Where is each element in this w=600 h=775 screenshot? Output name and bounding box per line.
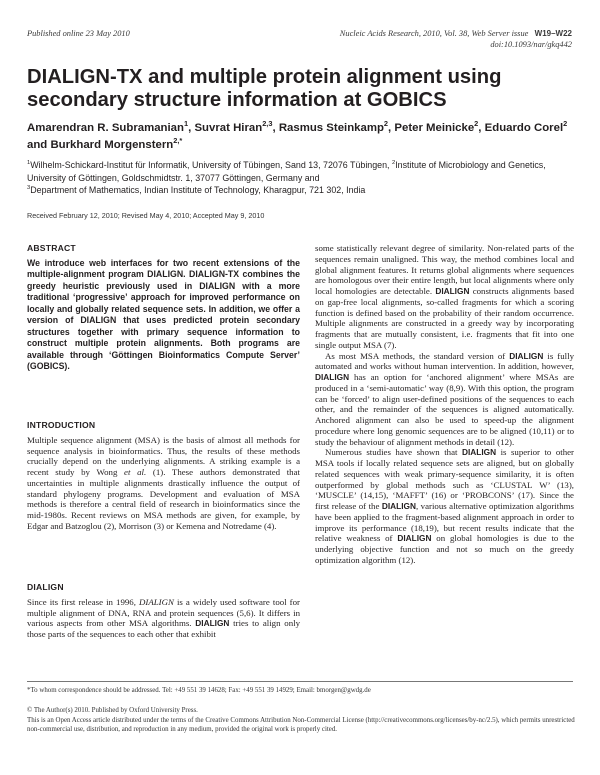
received-dates: Received February 12, 2010; Revised May 4, 2010; Accepted May 9, 2010 — [27, 211, 265, 220]
author-affil: 2,3 — [262, 119, 273, 129]
affiliation-3: Department of Mathematics, Indian Institute of Technology, Kharagpur, 721 302, India — [30, 185, 366, 195]
affiliation-1: Wilhelm-Schickard-Institut für Informatik, University of Tübingen, Sand 13, 72076 Tübingen, — [30, 160, 390, 170]
doi: doi:10.1093/nar/gkq442 — [490, 40, 572, 49]
journal-citation — [340, 28, 572, 50]
journal-name: Nucleic Acids Research, 2010, Vol. 38, Web Server issue — [339, 29, 529, 38]
copyright-notice: © The Author(s) 2010. Published by Oxford University Press. — [27, 707, 198, 714]
affiliation-2: Institute of Microbiology and Genetics, University of Göttingen, Goldschmidtstr. 1, 37077 Göttingen, Germany and — [27, 160, 546, 183]
author-list: Amarendran R. Subramanian$^1$, Suvrat Hiran$^{2,3}$, Rasmus Steinkamp$^2$, Peter Meinicke$^2$, Eduardo Corel$^2$ and Burkhard Morgenstern$^{2,*}$ — [27, 119, 568, 151]
author-affil: 2 — [383, 119, 389, 129]
body-paragraph: As most MSA methods, the standard version of DIALIGN is fully automated and works without human intervention. In addition, however, DIALIGN has an option for ‘anchored alignment’ where MSAs are produced in a ‘semi-automatic’ way (8,9). With this option, the program can be ‘forced’ to align user-defined positions of the sequences to each other, and the remainder of the sequences is aligned automatically. Anchored alignment can also be used to speed-up the alignment procedure where long genomic sequences are to be aligned (10,11) or to study the behaviour of alignment methods in detail (12). — [315, 350, 574, 447]
dialign-paragraph: Since its first release in 1996, DIALIGN is a widely used software tool for multiple alignment of DNA, RNA and protein sequences (5,6). It differs in various aspects from other MSA algorithms. DIALIGN tries to align only those parts of the sequences to each other that exhibit — [27, 596, 301, 639]
author-name: Rasmus Steinkamp — [278, 122, 384, 134]
author-affil: 2 — [474, 119, 479, 129]
author-name: Eduardo Corel — [484, 122, 564, 134]
introduction-section — [27, 420, 300, 532]
abstract-text: We introduce web interfaces for two recent extensions of the multiple-alignment program DIALIGN. DIALIGN-TX combines the greedy heuristic previously used in DIALIGN with a more traditional ‘progressive’ approach for improved performance on locally and globally related sequence sets. In addition, we offer a version of DIALIGN that uses predicted protein secondary structures together with primary sequence information to construct multiple protein alignments. Both programs are available through ‘Göttingen Bioinformatics Compute Server’ (GOBICS). — [27, 257, 300, 372]
correspondence-footnote: *To whom correspondence should be addressed. Tel: +49 551 39 14628; Fax: +49 551 39 14929; Email: bmorgen@gwdg.de — [27, 687, 371, 694]
dialign-section — [27, 582, 300, 640]
introduction-paragraph: Multiple sequence alignment (MSA) is the basis of almost all methods for sequence analysis in bioinformatics. Thus, the results of these methods crucially depend on the underlying alignments. A striking example is a recent study by Wong et al. (1). These authors demonstrated that uncertainties in multiple alignments drastically influence the output of standard phylogeny programs. Development and evaluation of MSA methods is therefore a central field of research in bioinformatics since the mid-1980s. Recent reviews on MSA methods are given, for example, by Edgar and Batzoglou (2), Morrison (3) or Kemena and Notredame (4). — [27, 434, 300, 531]
paper-title: DIALIGN-TX and multiple protein alignment using secondary structure information at GOBICS — [27, 66, 502, 111]
footnote-divider — [27, 681, 573, 682]
published-date: Published online 23 May 2010 — [27, 29, 130, 38]
author-name: Amarendran R. Subramanian — [27, 122, 184, 134]
author-name: Peter Meinicke — [394, 122, 475, 134]
dialign-heading: DIALIGN — [27, 582, 64, 592]
right-column — [315, 243, 574, 566]
affiliations: $^1$Wilhelm-Schickard-Institut für Informatik, University of Tübingen, Sand 13, 72076 Tübingen, $^2$Institute of Microbiology and Genetics, University of Göttingen, Goldschmidtstr. 1, 37077 Göttingen, Germany and $^3$Department of Mathematics, Indian Institute of Technology, Kharagpur, 721 302, India — [27, 160, 546, 195]
author-affil: 1 — [183, 119, 189, 129]
body-paragraph: Numerous studies have shown that DIALIGN is superior to other MSA tools if locally related sequence sets are aligned, but on globally related sequences with weak primary-sequence similarity, it is often outperformed by global methods such as ‘CLUSTAL W’ (13), ‘MUSCLE’ (14,15), ‘MAFFT’ (16) or ‘PROBCONS’ (17). Since the first release of the DIALIGN, various alternative optimization algorithms have been applied to the fragment-based alignment approach in order to improve its performance (18,19), but recent results indicate that the relative weakness of DIALIGN on global homologies is due to the underlying objective function and not so much on the greedy optimization algorithm (12). — [315, 447, 575, 565]
license-notice: This is an Open Access article distributed under the terms of the Creative Commons Attribution Non-Commercial License (http://creativecommons.org/licenses/by-nc/2.5), which permits unrestricted non-commercial use, distribution, and reproduction in any medium, provided the original work is properly cited. — [27, 717, 575, 734]
abstract-section — [27, 243, 300, 373]
author-conjunction: and — [27, 139, 48, 151]
author-affil: 2,* — [173, 136, 183, 146]
body-paragraph: some statistically relevant degree of similarity. Non-related parts of the sequences remain unaligned. This way, the method combines local and global alignment features. It returns global alignments where sequences are homologous over their entire length, but local alignments where only local homologies are detectable. DIALIGN constructs alignments based on gap-free local alignments, so-called fragments for which a scoring function is defined based on the probability of their random occurrence. Multiple alignments are constructed in a greedy way by incorporating fragments that are mutually consistent, i.e. fragments that fit into one single output MSA (7). — [315, 243, 575, 350]
author-name: Burkhard Morgenstern — [50, 139, 174, 151]
author-affil: 2 — [563, 119, 568, 129]
page-range: W19–W22 — [534, 29, 572, 38]
author-name: Suvrat Hiran — [194, 122, 263, 134]
abstract-heading: ABSTRACT — [27, 243, 76, 253]
introduction-heading: INTRODUCTION — [27, 420, 96, 430]
